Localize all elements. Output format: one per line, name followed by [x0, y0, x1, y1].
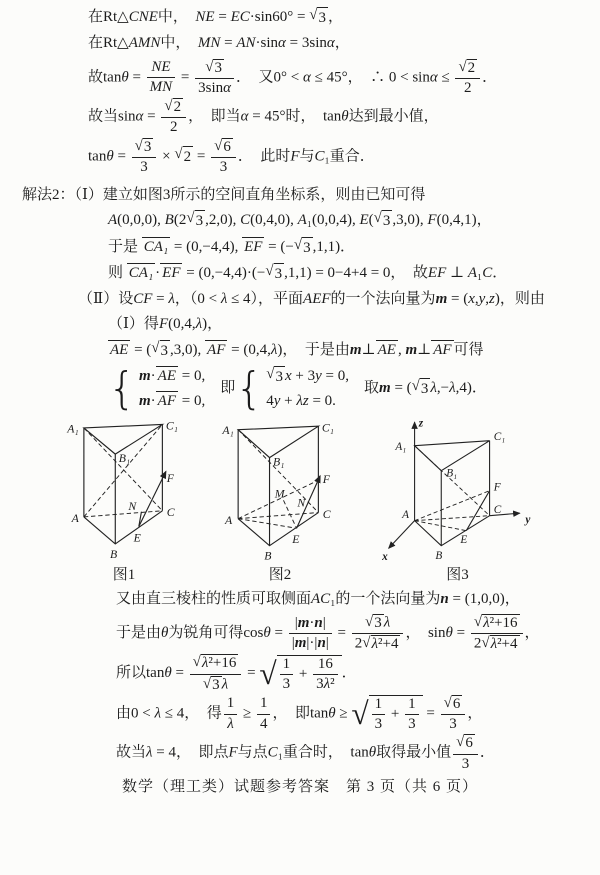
figure-1-caption: 图1	[112, 567, 136, 584]
fig1-label-n: N	[128, 500, 137, 514]
fig3-axis-x-label: x	[382, 551, 388, 564]
formula-line-solution2: 解法2：（Ⅰ）建立如图3所示的空间直角坐标系，则由已知可得	[22, 187, 426, 203]
fig2-label-a: A	[225, 514, 233, 528]
fig3-axis-y-label: y	[525, 514, 531, 527]
fig2-label-n: N	[297, 496, 306, 510]
formula-line-bound: 由0 < λ ≤ 4， 得 $\frac{1}{\lambda}$ ≥ $\frac{1}{4}$ ， 即tanθ ≥ √ $\frac{1}{3}$ + $\frac{1}{3}$ = √ 6 3 ，	[116, 694, 483, 732]
fig3-label-c1: C₁	[493, 431, 506, 444]
formula-line-dot-product: 则 CA₁ · EF = (0,−4,4)·(− √ 3 ,1,1) = 0−4+4 = 0， 故EF ⊥ A₁C．	[108, 263, 600, 284]
fig3-label-b1: B₁	[446, 467, 458, 480]
fig1-label-a: A	[71, 512, 79, 526]
formula-line-tan-theta: 故tanθ = $\frac{NE}{MN}$ = √ 3 3sinα ． 又0° < α ≤ 45°， ∴ 0 < sinα ≤ √ 2 2 ．	[88, 58, 498, 96]
fig3-label-e: E	[460, 534, 468, 547]
figure-3-prism-axes	[376, 414, 539, 585]
formula-line-sina-min: 故当sinα = √ 2 2 ， 即当α = 45°时， tanθ达到最小值，	[88, 98, 439, 136]
fig3-label-a1: A₁	[395, 441, 407, 454]
figure-row	[54, 414, 600, 585]
fig1-label-a1: A₁	[67, 422, 79, 436]
fig1-label-b: B	[110, 548, 118, 562]
fig2-label-f: F	[322, 473, 330, 487]
page-footer: 数学（理工类）试题参考答案 第 3 页（共 6 页）	[121, 778, 478, 795]
fig1-label-b1: B₁	[118, 452, 131, 466]
fig2-label-m: M	[274, 487, 285, 501]
fig1-label-c1: C₁	[165, 419, 178, 433]
fig2-label-b1: B₁	[273, 455, 285, 469]
figure-1-diagram	[54, 414, 194, 564]
formula-line-conclusion: 故当λ = 4， 即点F与点C₁重合时， tanθ取得最小值 √ 6 3 ．	[116, 734, 495, 772]
formula-line-part2: （Ⅱ）设CF = λ，（0 < λ ≤ 4），平面AEF的一个法向量为m = (x,y,z)，则由	[78, 291, 545, 307]
fig2-label-b: B	[264, 549, 272, 563]
formula-line-normal-n: 又由直三棱柱的性质可取侧面AC₁的一个法向量为n = (1,0,0)，	[116, 590, 520, 607]
figure-2-prism	[210, 414, 350, 585]
fig2-label-c1: C₁	[321, 421, 334, 435]
formula-line-ae-af: AE = ( √ 3 ,3,0), AF = (0,4,λ)， 于是由m⊥ AE , m⊥ AF 可得	[108, 340, 600, 361]
fig1-label-e: E	[133, 531, 141, 545]
figure-2-diagram	[210, 414, 350, 564]
fig3-label-b: B	[435, 550, 443, 563]
fig3-label-f: F	[493, 481, 501, 494]
fig2-label-c: C	[322, 508, 331, 522]
formula-line-vectors: 于是 CA₁ = (0,−4,4), EF = (− √ 3 ,1,1)．	[108, 237, 600, 258]
fig1-label-c: C	[166, 506, 175, 520]
figure-3-caption: 图3	[446, 567, 469, 584]
formula-line-rt-cne: 在Rt△CNE中， NE = EC·sin60° = √ 3 ，	[88, 7, 600, 28]
formula-line-cos-sin: 于是由θ为锐角可得cosθ = $\frac{|m\cdot n|}{|m|\cdot|n|}$ = √ 3 λ 2 √ λ²+4 ， sinθ = √ λ²+16 2 √ λ²+4 ，	[116, 613, 540, 652]
fig3-axis-z-label: z	[418, 417, 424, 430]
fig1-label-f: F	[166, 472, 174, 486]
formula-line-tan-expr: 所以tanθ = √ λ²+16 √ 3 λ = √ $\frac{1}{3}$ + $\frac{16}{\text{3λ²}}$ ．	[116, 654, 357, 693]
formula-line-rt-amn: 在Rt△AMN中， MN = AN·sinα = 3sinα，	[88, 35, 350, 52]
formula-line-system: { m· AE = 0, m· AF = 0, 即 { √ 3 x + 3y = 0, 4y + λz = 0. 取m = ( √ 3 λ,−λ,4)．	[108, 362, 487, 414]
fig3-label-a: A	[402, 509, 409, 522]
fig2-label-e: E	[292, 533, 300, 547]
figure-2-caption: 图2	[268, 567, 292, 584]
formula-line-coordinates: A(0,0,0), B(2 √ 3 ,2,0), C(0,4,0), A₁(0,0,4), E( √ 3 ,3,0), F(0,4,1)，	[108, 210, 600, 231]
fig2-label-a1: A₁	[222, 424, 234, 438]
fig3-label-c: C	[493, 504, 502, 517]
figure-3-diagram	[376, 414, 539, 564]
formula-line-f-coord: （Ⅰ）得F(0,4,λ)，	[108, 316, 223, 333]
formula-line-tan-min: tanθ = √ 3 3 × √ 2 = √ 6 3 ． 此时F与C₁重合．	[88, 137, 375, 175]
figure-1-prism	[54, 414, 194, 585]
